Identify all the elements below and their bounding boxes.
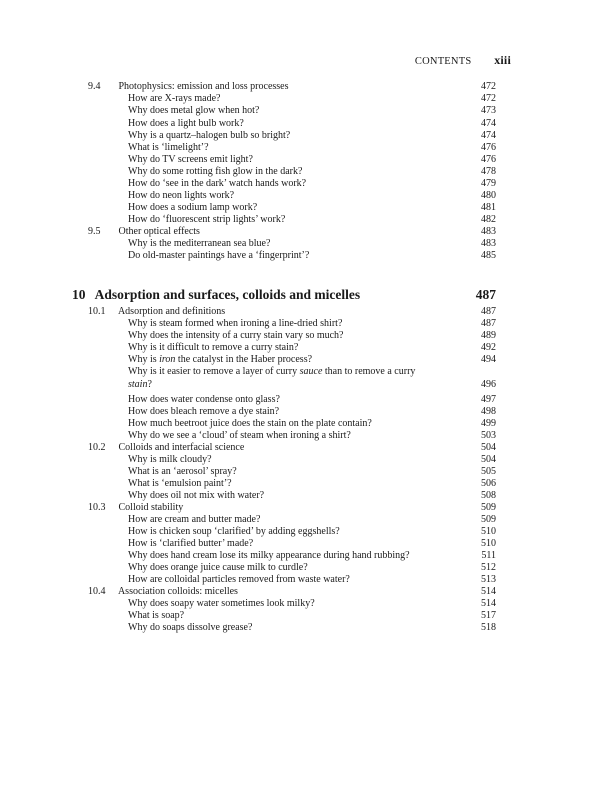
entry-title: How does a light bulb work?: [128, 118, 244, 129]
entry-title: What is ‘emulsion paint’?: [128, 478, 232, 489]
entry-title: How does water condense onto glass?: [128, 394, 280, 405]
entry-page-number: 514: [481, 598, 496, 609]
section-number: 10.3: [88, 502, 106, 513]
entry-title: How does a sodium lamp work?: [128, 202, 258, 213]
question-entry[interactable]: [128, 365, 496, 393]
section-number: 9.4: [88, 81, 101, 92]
entry-page-number: 504: [481, 454, 496, 465]
entry-page-number: 485: [481, 250, 496, 261]
entry-page-number: 496: [481, 379, 496, 390]
section-number: 10.2: [88, 442, 106, 453]
entry-page-number: 509: [481, 514, 496, 525]
entry-page-number: 474: [481, 118, 496, 129]
entry-title: How is chicken soup ‘clarified’ by adding eggshells?: [128, 526, 340, 537]
entry-page-number: 511: [481, 550, 496, 561]
entry-title: What is an ‘aerosol’ spray?: [128, 466, 237, 477]
entry-page-number: 509: [481, 502, 496, 513]
entry-page-number: 510: [481, 526, 496, 537]
entry-page-number: 487: [475, 287, 496, 302]
entry-title: Why is steam formed when ironing a line-dried shirt?: [128, 318, 343, 329]
entry-title: Why does the intensity of a curry stain vary so much?: [128, 330, 344, 341]
entry-page-number: 481: [481, 202, 496, 213]
chapter-title: Adsorption and surfaces, colloids and micelles: [94, 287, 361, 302]
entry-page-number: 503: [481, 430, 496, 441]
entry-title: What is soap?: [128, 610, 185, 621]
entry-page-number: 487: [481, 306, 496, 317]
section-title: Colloids and interfacial science: [118, 442, 245, 453]
entry-title: Why do we see a ‘cloud’ of steam when ironing a shirt?: [128, 430, 351, 441]
entry-page-number: 482: [481, 214, 496, 225]
section-title: Other optical effects: [118, 226, 200, 237]
entry-page-number: 487: [481, 318, 496, 329]
entry-page-number: 492: [481, 342, 496, 353]
entry-title: Why does metal glow when hot?: [128, 105, 260, 116]
entry-page-number: 497: [481, 394, 496, 405]
entry-page-number: 498: [481, 406, 496, 417]
entry-title: Do old-master paintings have a ‘fingerprint’?: [128, 250, 310, 261]
entry-title: How is ‘clarified butter’ made?: [128, 538, 254, 549]
entry-page-number: 473: [481, 105, 496, 116]
question-entry[interactable]: [128, 249, 496, 262]
chapter-entry[interactable]: [72, 288, 496, 306]
entry-page-number: 505: [481, 466, 496, 477]
section-title: Photophysics: emission and loss processes: [118, 81, 289, 92]
question-entry[interactable]: [128, 621, 496, 634]
entry-page-number: 510: [481, 538, 496, 549]
entry-title: Why do TV screens emit light?: [128, 154, 253, 165]
entry-page-number: 508: [481, 490, 496, 501]
entry-title: [72, 288, 360, 301]
entry-title: How are colloidal particles removed from waste water?: [128, 574, 350, 585]
entry-page-number: 479: [481, 178, 496, 189]
entry-page-number: 474: [481, 130, 496, 141]
section-title: Colloid stability: [118, 502, 184, 513]
entry-page-number: 480: [481, 190, 496, 201]
entry-title: Why is milk cloudy?: [128, 454, 212, 465]
entry-title: Why is the mediterranean sea blue?: [128, 238, 271, 249]
entry-page-number: 517: [481, 610, 496, 621]
entry-title: Why does orange juice cause milk to curdle?: [128, 562, 308, 573]
entry-page-number: 489: [481, 330, 496, 341]
entry-title: Why does hand cream lose its milky appearance during hand rubbing?: [128, 550, 410, 561]
section-number: 10.4: [88, 586, 106, 597]
entry-title: Why is it difficult to remove a curry stain?: [128, 342, 299, 353]
entry-title: Why is iron the catalyst in the Haber process?: [128, 354, 313, 365]
entry-title: Why does soapy water sometimes look milky?: [128, 598, 315, 609]
entry-page-number: 518: [481, 622, 496, 633]
entry-title: Why do soaps dissolve grease?: [128, 622, 253, 633]
entry-page-number: 483: [481, 238, 496, 249]
running-header-label: CONTENTS: [414, 56, 472, 67]
entry-page-number: 512: [481, 562, 496, 573]
entry-title: How do ‘fluorescent strip lights’ work?: [128, 214, 286, 225]
entry-page-number: 513: [481, 574, 496, 585]
entry-page-number: 476: [481, 142, 496, 153]
section-title: Adsorption and definitions: [117, 306, 226, 317]
entry-page-number: 494: [481, 354, 496, 365]
section-number: 9.5: [88, 226, 101, 237]
entry-title: How do neon lights work?: [128, 190, 235, 201]
section-title: Association colloids: micelles: [117, 586, 238, 597]
entry-title: Why do some rotting fish glow in the dark?: [128, 166, 303, 177]
entry-page-number: 514: [481, 586, 496, 597]
entry-page-number: 504: [481, 442, 496, 453]
entry-page-number: 478: [481, 166, 496, 177]
entry-page-number: 476: [481, 154, 496, 165]
entry-title: How does bleach remove a dye stain?: [128, 406, 280, 417]
entry-title: Why does oil not mix with water?: [128, 490, 265, 501]
entry-title: How are X-rays made?: [128, 93, 221, 104]
entry-title: Why is a quartz–halogen bulb so bright?: [128, 130, 291, 141]
entry-page-number: 499: [481, 418, 496, 429]
entry-title: How do ‘see in the dark’ watch hands work?: [128, 178, 307, 189]
entry-title: Why is it easier to remove a layer of curry sauce than to remove a curry stain?: [128, 366, 416, 390]
chapter-number: 10: [72, 287, 86, 302]
entry-page-number: 483: [481, 226, 496, 237]
entry-page-number: 472: [481, 81, 496, 92]
section-number: 10.1: [88, 306, 106, 317]
running-header: [415, 53, 511, 68]
entry-title: How are cream and butter made?: [128, 514, 261, 525]
entry-title: What is ‘limelight’?: [128, 142, 209, 153]
entry-page-number: 472: [481, 93, 496, 104]
entry-page-number: 506: [481, 478, 496, 489]
question-entry[interactable]: [128, 104, 496, 117]
page-number: xiii: [494, 53, 511, 67]
entry-title: How much beetroot juice does the stain on the plate contain?: [128, 418, 372, 429]
